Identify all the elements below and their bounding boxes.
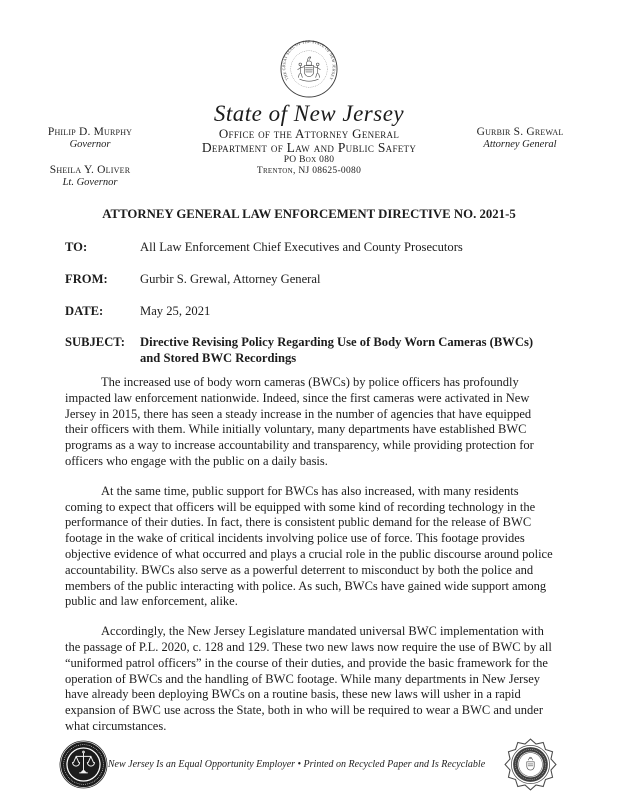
lt-governor-name: Sheila Y. Oliver [49, 164, 131, 176]
lt-governor-title: Lt. Governor [62, 177, 118, 188]
memo-value-date: May 25, 2021 [140, 303, 211, 318]
office-line: Office of the Attorney General [218, 126, 400, 141]
footer-motto: New Jersey Is an Equal Opportunity Employer • Printed on Recycled Paper and Is Recyclable [107, 759, 486, 770]
attorney-general-block [452, 126, 588, 164]
great-seal-of-new-jersey-icon [280, 40, 338, 98]
memo-row-date [65, 304, 555, 320]
memo-header-block [65, 240, 555, 367]
memo-label-subject: SUBJECT: [65, 335, 125, 350]
memo-label-from: FROM: [65, 271, 108, 286]
svg-text:THE GREAT SEAL OF THE STATE OF: THE GREAT SEAL OF THE STATE OF NEW JERSEY [281, 40, 337, 82]
memo-value-to: All Law Enforcement Chief Executives and County Prosecutors [140, 240, 463, 254]
body-paragraph-1: The increased use of body worn cameras (BWCs) by police officers has profoundly impacted law enforcement nationwide. Indeed, since the first cameras were activated in New Jersey in 2015, there has seen a steady increase in the number of agencies that have equipped their officers with them. While initially voluntary, many departments have established BWC programs as a way to increase accountability and transparency, while providing protection for officers who engage with the public on a daily basis. [65, 374, 534, 468]
memo-label-date: DATE: [65, 303, 104, 318]
governor-title: Governor [69, 139, 111, 150]
po-box-line: PO Box 080 [283, 155, 335, 165]
letter-body [65, 375, 555, 735]
memo-label-to: TO: [65, 240, 88, 254]
governor-name: Philip D. Murphy [47, 126, 133, 138]
city-zip-line: Trenton, NJ 08625-0080 [256, 165, 362, 176]
body-paragraph-3: Accordingly, the New Jersey Legislature mandated universal BWC implementation with the passage of P.L. 2020, c. 128 and 129. These two new laws now require the use of BWC by all “uniformed patrol officers” in the course of their duties, and provide the basic framework for the operation of BWCs and the handling of BWC footage. While many departments in New Jersey have already been deploying BWCs on a routine basis, these new laws will usher in a rapid expansion of BWC use across the State, both in who will be required to wear a BWC and under what circumstances. [65, 624, 552, 733]
letterhead [0, 0, 618, 196]
memo-row-subject [65, 335, 555, 367]
attorney-general-name: Gurbir S. Grewal [476, 126, 564, 138]
body-paragraph-2: At the same time, public support for BWCs has also increased, with many residents coming to expect that officers will be equipped with some kind of recording technology in the performance of their duties. In fact, there is consistent public demand for the release of BWC footage in the wake of critical incidents involving police use of force. This footage provides objective evidence of what occurred and plays a crucial role in the public discourse around police accountability. BWCs also serve as a powerful deterrent to misconduct by both the police and members of the public interacting with police. As such, BWCs have gained wide support among public and law enforcement, alike. [65, 483, 553, 609]
memo-value-from: Gurbir S. Grewal, Attorney General [140, 271, 321, 286]
department-line: Department of Law and Public Safety [201, 140, 417, 155]
state-name: State of New Jersey [213, 101, 405, 126]
memo-value-subject: Directive Revising Policy Regarding Use of Body Worn Cameras (BWCs) and Stored BWC Recordings [140, 335, 534, 366]
state-police-badge-icon [504, 738, 557, 791]
directive-title: ATTORNEY GENERAL LAW ENFORCEMENT DIRECTIVE NO. 2021-5 [102, 207, 516, 221]
memo-row-to [65, 240, 555, 256]
attorney-general-title: Attorney General [483, 139, 557, 150]
memo-row-from [65, 272, 555, 288]
